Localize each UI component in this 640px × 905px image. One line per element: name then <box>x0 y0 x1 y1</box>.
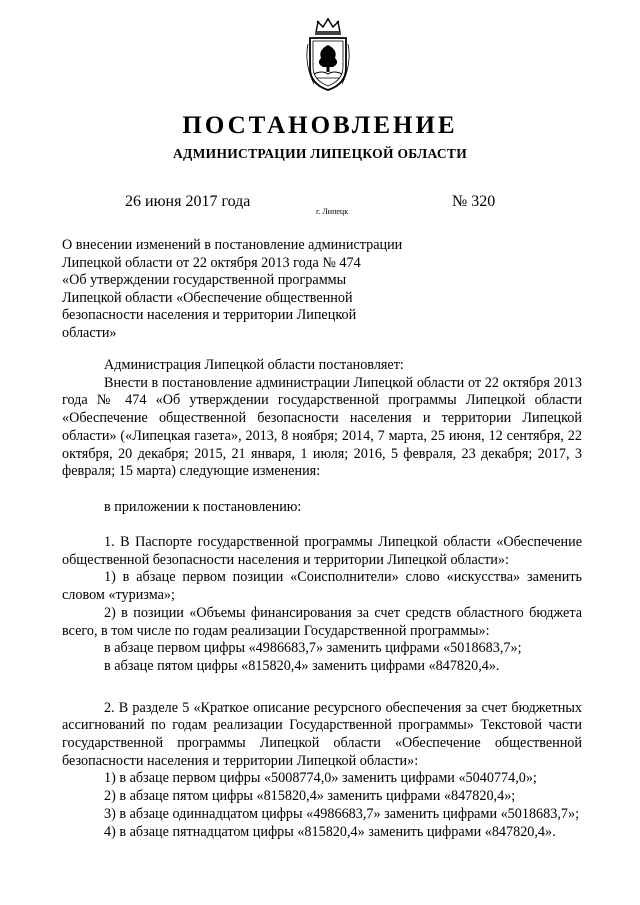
document-body <box>62 357 582 841</box>
body-paragraph: 2) в абзаце пятом цифры «815820,4» заменить цифрами «847820,4»; <box>104 788 516 805</box>
document-date: 26 июня 2017 года <box>125 193 251 210</box>
subject-line: О внесении изменений в постановление администрации <box>62 237 403 253</box>
document-city: г. Липецк <box>316 207 349 216</box>
body-paragraph: в абзаце первом цифры «4986683,7» заменить цифрами «5018683,7»; <box>104 640 522 657</box>
document-title: ПОСТАНОВЛЕНИЕ <box>182 112 458 139</box>
subject-line: безопасности населения и территории Липецкой <box>62 307 357 324</box>
subject-line: Липецкой области от 22 октября 2013 года № 474 <box>62 254 361 271</box>
body-paragraph: 3) в абзаце одиннадцатом цифры «4986683,7» заменить цифрами «5018683,7»; <box>104 805 580 822</box>
document-number: № 320 <box>452 193 496 210</box>
body-paragraph: 1) в абзаце первом цифры «5008774,0» заменить цифрами «5040774,0»; <box>104 770 537 787</box>
body-paragraph: 2) в позиции «Объемы финансирования за счет средств областного бюджета всего, в том числе по годам реализации Государственной программы»: <box>62 604 582 639</box>
body-paragraph: в абзаце пятом цифры «815820,4» заменить цифрами «847820,4». <box>104 657 500 674</box>
document-subject <box>62 237 437 343</box>
body-paragraph: Администрация Липецкой области постановляет: <box>104 357 404 373</box>
body-paragraph: в приложении к постановлению: <box>104 498 302 515</box>
coat-of-arms-icon <box>302 18 354 96</box>
body-paragraph: 2. В разделе 5 «Краткое описание ресурсного обеспечения за счет бюджетных ассигнований по годам реализации Государственной программы» Текстовой части государственной программы Липецкой области «Обеспечение общественной безопасности населения и территории Липецкой области»: <box>62 699 582 769</box>
body-paragraph: 1) в абзаце первом позиции «Соисполнители» слово «искусства» заменить словом «туризма»; <box>62 569 582 604</box>
subject-line: области» <box>62 324 117 341</box>
body-paragraph: 1. В Паспорте государственной программы Липецкой области «Обеспечение общественной безопасности населения и территории Липецкой области»: <box>62 534 582 568</box>
subject-line: «Об утверждении государственной программы <box>62 272 347 289</box>
body-paragraph: Внести в постановление администрации Липецкой области от 22 октября 2013 года № 474 «Об утверждении государственной программы Липецкой области «Обеспечение общественной безопасности населения и территории Липецкой области» («Липецкая газета», 2013, 8 ноября; 2014, 7 марта, 25 июня, 12 сентября, 22 октября, 20 декабря; 2015, 21 января, 1 июля; 2016, 5 февраля, 23 декабря; 2017, 3 февраля; 15 марта) следующие изменения: <box>62 374 582 480</box>
body-paragraph: 4) в абзаце пятнадцатом цифры «815820,4» заменить цифрами «847820,4». <box>104 823 556 840</box>
document-subtitle: АДМИНИСТРАЦИИ ЛИПЕЦКОЙ ОБЛАСТИ <box>172 146 468 161</box>
subject-line: Липецкой области «Обеспечение общественной <box>62 289 353 306</box>
